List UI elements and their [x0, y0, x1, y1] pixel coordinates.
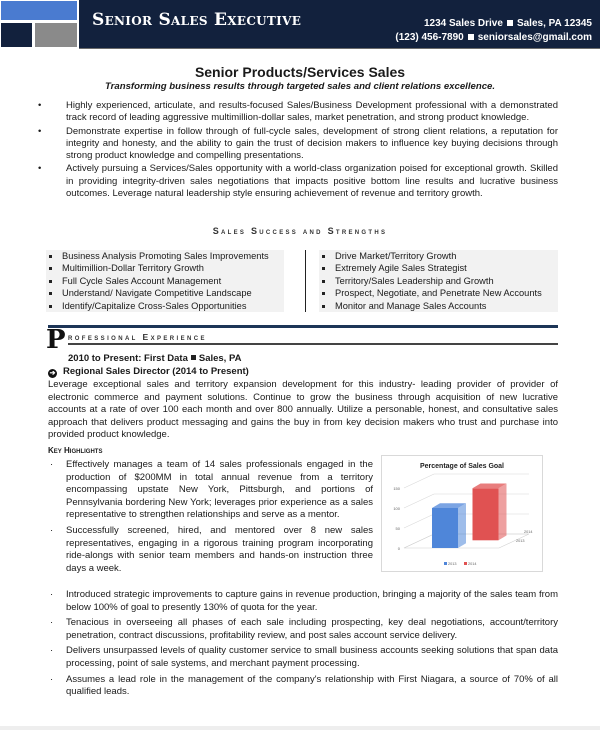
arrow-right-icon: ➔ — [49, 370, 56, 377]
list-item: Prospect, Negotiate, and Penetrate New Accounts — [319, 287, 558, 299]
bullet-icon: · — [50, 617, 54, 629]
bullet-icon — [49, 255, 52, 258]
gridline-side — [404, 514, 434, 528]
contact-info — [395, 17, 592, 45]
legend-label: 2013 — [448, 562, 457, 566]
bullet-icon — [322, 280, 325, 283]
bar-2014 — [473, 488, 499, 540]
bullet-icon — [322, 292, 325, 295]
gridline-side — [404, 474, 434, 488]
y-tick-label: 50 — [395, 526, 400, 531]
decor-block-blue — [1, 1, 77, 20]
job-header: 2010 to Present: First Data Sales, PA — [68, 353, 242, 364]
y-tick-label: 0 — [397, 546, 400, 551]
section-rule — [48, 325, 558, 328]
strengths-right — [319, 250, 558, 312]
summary-list — [38, 100, 558, 201]
bullet-icon — [49, 305, 52, 308]
list-item: Extremely Agile Sales Strategist — [319, 262, 558, 274]
list-item: • Actively pursuing a Services/Sales opportunity with a world-class organization poised for exceptional growth. Skilled in providing integrity-driven sales negotiations that impacts positive bottom line results and lucrative business outcomes. Leverage natural leadership style ensuring achievement of revenue and territory growth. — [38, 163, 558, 200]
list-item: • Demonstrate expertise in follow through of full-cycle sales, development of strong client relations, a reputation for integrity and honesty, and the ability to gain the trust of decision makers to influence key buying decisions through strong product knowledge and compelling presentations. — [38, 125, 558, 162]
bar-side-2014 — [499, 484, 507, 541]
summary-heading: Senior Products/Services Sales — [194, 64, 406, 80]
page-bottom-edge — [0, 726, 600, 730]
list-item: Territory/Sales Leadership and Growth — [319, 275, 558, 287]
highlights-list-wide — [48, 589, 558, 702]
list-item: Business Analysis Promoting Sales Improvements — [46, 250, 284, 262]
legend-swatch — [444, 562, 447, 565]
experience-underline — [68, 343, 558, 345]
y-tick-label: 100 — [393, 506, 400, 511]
y-tick-label: 150 — [393, 486, 400, 491]
bullet-icon — [49, 267, 52, 270]
chart-svg — [382, 456, 542, 571]
bullet-icon: · — [50, 645, 54, 657]
bullet-icon — [322, 255, 325, 258]
list-item: · Delivers unsurpassed levels of quality customer service to small business accounts seeking solutions that span data processing, point of sale systems, and merchant payment processing. — [50, 645, 558, 669]
resume-title: Senior Sales Executive — [92, 10, 302, 30]
job-description: Leverage exceptional sales and territory expansion development for this industry- leading provider of provider of electronic commerce and payment solutions. Continue to grow the business through acquisition of new lucrative accounts at a rate of over 100 each month and over 800 annually. Utilize a personable, honest, and consultative sales approach that delivers product messaging and gains the buy in from key decision makers who trust and purchase into provided product knowledge. — [48, 379, 558, 441]
summary-tagline: Transforming business results through targeted sales and client relations excellence. — [104, 81, 496, 92]
key-highlights-heading: Key Highlights — [48, 446, 103, 455]
list-item: Drive Market/Territory Growth — [319, 250, 558, 262]
legend-label: 2014 — [468, 562, 477, 566]
list-item: • Highly experienced, articulate, and results-focused Sales/Business Development professional with a demonstrated track record of leading aggressive multimillion-dollar sales, market penetration, and strong product knowledge. — [38, 100, 558, 124]
strengths-left — [46, 250, 284, 312]
column-divider — [305, 250, 306, 312]
resume-header — [0, 0, 600, 50]
list-item: Identify/Capitalize Cross-Sales Opportunities — [46, 300, 284, 312]
list-item: Multimillion-Dollar Territory Growth — [46, 262, 284, 274]
bullet-icon — [49, 280, 52, 283]
strengths-heading: Sales Success and Strengths — [212, 226, 388, 236]
list-item: · Introduced strategic improvements to capture gains in revenue production, bringing a majority of the sales team from below 100% of goal to presently 130% of quota for the year. — [50, 589, 558, 613]
bullet-icon: · — [50, 673, 54, 685]
sales-goal-chart — [381, 455, 543, 572]
bullet-icon — [322, 305, 325, 308]
list-item: · Successfully screened, hired, and mentored over 8 new sales representatives, engaging in a rigorous training program incorporating ride-alongs with senior team members and hands-on instruction three days a week. — [50, 524, 373, 574]
list-item: Full Cycle Sales Account Management — [46, 275, 284, 287]
bullet-icon: · — [50, 589, 54, 600]
gridline-side — [404, 494, 434, 508]
decor-block-navy — [1, 23, 32, 47]
address-city: Sales, PA 12345 — [516, 18, 592, 29]
legend-swatch — [464, 562, 467, 565]
category-label: 2014 — [524, 530, 533, 534]
decor-block-gray — [35, 23, 77, 47]
email-link[interactable]: seniorsales@gmail.com — [477, 32, 592, 43]
experience-heading: rofessional Experience — [68, 332, 207, 342]
list-item: Monitor and Manage Sales Accounts — [319, 300, 558, 312]
chart-title: Percentage of Sales Goal — [419, 463, 505, 470]
bullet-icon — [49, 292, 52, 295]
separator-square-icon — [507, 20, 513, 26]
bullet-icon: · — [50, 524, 54, 536]
list-item: · Assumes a lead role in the management of the company's relationship with First Niagara, a source of 70% of all qualified leads. — [50, 673, 558, 698]
bullet-icon: • — [38, 125, 42, 137]
address-street: 1234 Sales Drive — [423, 18, 503, 29]
list-item: · Effectively manages a team of 14 sales professionals engaged in the production of $200MM in total annual revenue from a territory encompassing upstate New York, Pittsburgh, and portions of Pennsylvania bordering New York; leverages prior experience as a sales representative to strengthen relationships and serve as a mentor. — [50, 459, 373, 521]
bullet-icon — [322, 267, 325, 270]
list-item: · Tenacious in overseeing all phases of each sale including prospecting, key deal negotiations, account/territory penetration, contract discussions, profitability review, and post sales account service delivery. — [50, 617, 558, 641]
bullet-icon: • — [38, 163, 42, 175]
category-label: 2013 — [516, 539, 525, 543]
bar-2013 — [432, 508, 458, 548]
phone: (123) 456-7890 — [395, 32, 464, 43]
experience-drop-cap: P — [46, 325, 66, 355]
separator-square-icon — [191, 355, 196, 360]
highlights-list-narrow — [48, 459, 373, 578]
bullet-icon: · — [50, 459, 54, 470]
separator-square-icon — [468, 34, 474, 40]
bullet-icon: • — [38, 100, 42, 111]
chart-floor — [404, 534, 529, 548]
list-item: Understand/ Navigate Competitive Landscape — [46, 287, 284, 299]
job-role: ➔ Regional Sales Director (2014 to Present) — [49, 366, 249, 377]
bar-side-2013 — [458, 503, 466, 548]
